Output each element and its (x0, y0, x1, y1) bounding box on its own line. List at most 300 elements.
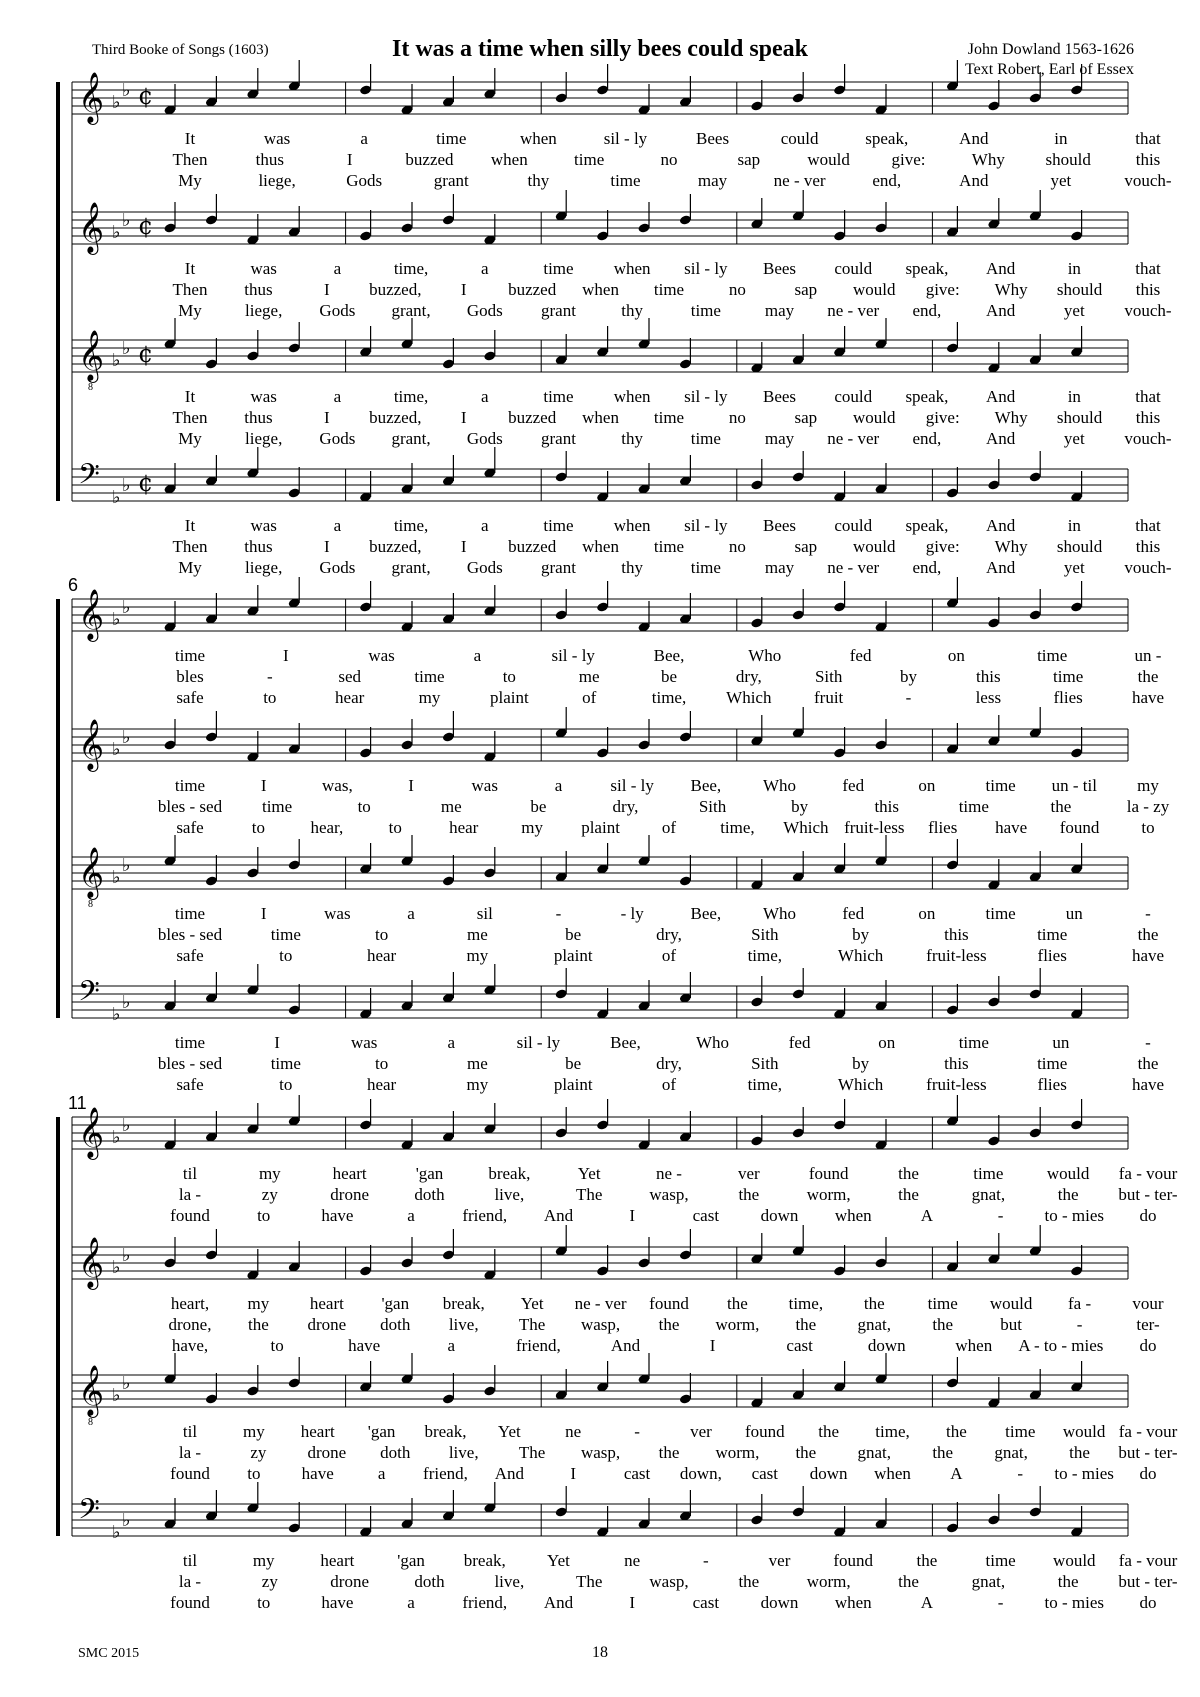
lyric-word: buzzed, (369, 280, 422, 299)
lyric-line (183, 1164, 1178, 1183)
lyric-word: this (1135, 537, 1161, 556)
lyric-word: vouch- (1124, 429, 1172, 448)
lyric-word: be (565, 1054, 582, 1073)
lyric-word: - (1145, 1033, 1151, 1052)
lyric-word: when (955, 1336, 993, 1355)
lyric-word: ne (624, 1551, 641, 1570)
lyric-word: my (1137, 776, 1159, 795)
lyric-word: dry, (656, 1054, 682, 1073)
lyric-word: was (263, 129, 291, 148)
lyric-word: flies (1037, 946, 1067, 965)
staff-2 (72, 1225, 1164, 1355)
lyric-word: the (1050, 797, 1072, 816)
lyric-word: un - (1134, 646, 1162, 665)
lyric-word: I (629, 1206, 635, 1225)
lyric-word: time (543, 259, 574, 278)
lyric-word: be (660, 667, 678, 686)
lyric-word: fed (849, 646, 872, 665)
lyric-word: time, (393, 516, 429, 535)
lyric-line (158, 925, 1159, 944)
lyric-word: gnat, (857, 1315, 892, 1334)
lyric-word: the (795, 1315, 817, 1334)
lyric-word: this (976, 667, 1001, 686)
lyric-word: Which (837, 1075, 884, 1094)
lyric-word: And (610, 1336, 641, 1355)
lyric-word: when (490, 150, 528, 169)
treble-clef-icon: 𝄞 (78, 1107, 105, 1158)
lyric-word: found (744, 1422, 785, 1441)
lyric-word: worm, (806, 1185, 851, 1204)
lyric-word: when (582, 408, 619, 427)
lyric-word: heart (332, 1164, 367, 1183)
lyric-line (178, 558, 1172, 577)
lyric-word: time, (393, 259, 429, 278)
lyric-word: should (1056, 408, 1103, 427)
lyric-word: the (932, 1315, 954, 1334)
lyric-word: time (174, 904, 206, 923)
lyric-word: plaint (553, 946, 593, 965)
lyric-word: a (407, 1206, 415, 1225)
lyric-word: wasp, (649, 1185, 689, 1204)
lyric-line (179, 1443, 1178, 1462)
lyric-word: I (570, 1464, 577, 1483)
lyric-word: And (985, 301, 1016, 320)
lyric-word: break, (442, 1294, 485, 1313)
lyric-word: Sith (814, 667, 843, 686)
lyric-word: thy (527, 171, 550, 190)
lyric-word: me (467, 1054, 488, 1073)
lyric-word: la - (178, 1443, 202, 1462)
flat-icon: ♭ (112, 92, 121, 113)
lyric-word: hear (335, 688, 365, 707)
lyric-word: - (905, 688, 912, 707)
lyric-word: Gods (319, 558, 356, 577)
lyric-word: grant, (391, 558, 431, 577)
lyric-word: may (764, 301, 795, 320)
lyric-line (170, 1206, 1156, 1225)
lyric-word: the (738, 1572, 760, 1591)
song-title: It was a time when silly bees could speak (391, 36, 809, 62)
lyric-word: bles (176, 667, 204, 686)
lyric-word: plaint (489, 688, 529, 707)
lyric-line (176, 688, 1164, 707)
lyric-word: sil - ly (603, 129, 648, 148)
lyric-word: may (764, 558, 795, 577)
lyric-word: in (1067, 516, 1081, 535)
lyric-word: that (1135, 516, 1161, 535)
treble-clef-icon: 𝄞 (78, 1237, 105, 1288)
lyric-word: gnat, (994, 1443, 1028, 1462)
lyric-word: this (1135, 280, 1161, 299)
lyric-word: And (985, 558, 1016, 577)
lyric-word: time, (875, 1422, 910, 1441)
lyric-word: drone (330, 1572, 370, 1591)
lyric-word: ver (768, 1551, 791, 1570)
lyric-word: worm, (715, 1315, 760, 1334)
lyric-word: no (728, 280, 746, 299)
lyric-word: would (989, 1294, 1033, 1313)
staff-3 (72, 318, 1172, 448)
lyric-word: til (182, 1164, 198, 1183)
lyric-word: time, (720, 818, 755, 837)
lyric-word: cast (786, 1336, 813, 1355)
lyric-word: time (1053, 667, 1084, 686)
system-3 (56, 1093, 1178, 1612)
flat-icon: ♭ (122, 1245, 131, 1266)
lyric-word: was (368, 646, 395, 665)
lyric-word: was (324, 904, 351, 923)
lyric-word: be (530, 797, 547, 816)
lyric-word: when (874, 1464, 911, 1483)
lyric-word: time, (651, 688, 687, 707)
lyric-word: bles - sed (157, 797, 223, 816)
lyric-word: a (407, 904, 415, 923)
lyric-word: by (900, 667, 917, 686)
lyric-word: would (1053, 1551, 1096, 1570)
lyric-word: Bees (696, 129, 730, 148)
lyric-word: time (690, 558, 721, 577)
lyric-word: but (1000, 1315, 1023, 1334)
lyric-word: would (853, 408, 896, 427)
lyric-word: And (985, 516, 1016, 535)
lyric-word: A (950, 1464, 963, 1483)
lyric-word: have (348, 1336, 381, 1355)
lyric-word: give: (925, 280, 960, 299)
lyric-word: thus (244, 537, 273, 556)
lyric-word: Who (748, 646, 782, 665)
lyric-word: Then (172, 280, 208, 299)
lyric-line (176, 818, 1154, 837)
lyric-word: the (727, 1294, 748, 1313)
lyric-word: a (377, 1464, 386, 1483)
flat-icon: ♭ (112, 222, 121, 243)
lyric-word: me (467, 925, 488, 944)
lyric-word: 'gan (381, 1294, 410, 1313)
lyric-line (173, 537, 1161, 556)
lyric-word: I (460, 408, 467, 427)
lyric-word: fruit (814, 688, 844, 707)
lyric-line (175, 776, 1159, 795)
treble-clef-icon: 𝄞 (78, 589, 105, 640)
lyric-word: time (985, 776, 1016, 795)
lyric-word: to - mies (1044, 1206, 1105, 1225)
lyric-word: was, (322, 776, 353, 795)
lyric-word: time (653, 537, 685, 556)
lyric-word: buzzed (508, 280, 557, 299)
lyric-word: flies (1037, 1075, 1067, 1094)
lyric-word: to (1141, 818, 1155, 837)
lyric-word: in (1067, 387, 1081, 406)
flat-icon: ♭ (112, 1004, 121, 1025)
lyric-word: I (324, 537, 330, 556)
lyric-word: un - til (1051, 776, 1097, 795)
lyric-word: grant (433, 171, 469, 190)
lyric-word: me (440, 797, 462, 816)
lyric-word: give: (925, 408, 960, 427)
lyric-word: la - zy (1126, 797, 1170, 816)
lyric-word: Then (172, 408, 208, 427)
lyric-word: have, (171, 1336, 209, 1355)
lyric-word: found (170, 1593, 210, 1612)
lyric-word: live, (448, 1315, 479, 1334)
lyric-word: cast (751, 1464, 779, 1483)
lyric-word: found (1059, 818, 1100, 837)
lyric-word: was (250, 259, 277, 278)
lyric-word: end, (872, 171, 902, 190)
lyric-word: have (321, 1206, 354, 1225)
lyric-word: drone (307, 1315, 347, 1334)
system-1 (56, 60, 1172, 577)
flat-icon: ♭ (112, 1257, 121, 1278)
lyric-word: ne - ver (773, 171, 826, 190)
lyric-word: - (1145, 904, 1151, 923)
lyric-word: time (436, 129, 467, 148)
lyric-word: bles - sed (157, 1054, 223, 1073)
lyric-word: sil - ly (551, 646, 595, 665)
lyric-word: vour (1132, 1294, 1164, 1313)
lyric-word: of (661, 818, 677, 837)
lyric-word: ne - ver (827, 301, 880, 320)
staff-2 (72, 190, 1172, 320)
lyric-word: time (985, 1551, 1016, 1570)
flat-icon: ♭ (112, 867, 121, 888)
lyric-line (178, 301, 1172, 320)
lyric-word: And (959, 129, 989, 148)
lyric-word: flies (928, 818, 958, 837)
lyric-word: time (653, 408, 685, 427)
time-signature-icon: ¢ (138, 82, 154, 110)
lyric-word: would (807, 150, 850, 169)
lyric-word: Sith (751, 1054, 779, 1073)
lyric-word: when (834, 1206, 872, 1225)
lyric-word: when (582, 280, 619, 299)
lyric-word: fruit-less (844, 818, 905, 837)
lyric-word: time (1005, 1422, 1036, 1441)
lyric-word: I (260, 904, 267, 923)
lyric-word: grant, (391, 301, 431, 320)
lyric-word: friend, (423, 1464, 468, 1483)
lyric-word: on (918, 776, 936, 795)
lyric-word: Gods (319, 429, 356, 448)
lyric-line (171, 1294, 1164, 1313)
treble-clef-icon: 𝄞 (78, 330, 105, 381)
lyric-word: the (738, 1185, 760, 1204)
lyric-word: sap (737, 150, 761, 169)
lyric-word: ver (737, 1164, 760, 1183)
lyric-word: vouch- (1124, 301, 1172, 320)
lyric-word: wasp, (580, 1443, 621, 1462)
lyric-word: cast (692, 1593, 720, 1612)
lyric-word: time (927, 1294, 958, 1313)
staff-1 (72, 1095, 1178, 1225)
lyric-word: wasp, (649, 1572, 689, 1591)
lyric-line (178, 171, 1172, 190)
lyric-word: I (460, 280, 467, 299)
lyric-word: found (833, 1551, 874, 1570)
lyric-word: was (250, 387, 277, 406)
lyric-word: down (760, 1206, 799, 1225)
lyric-word: time (1037, 646, 1068, 665)
lyric-word: in (1054, 129, 1068, 148)
lyric-word: Why (994, 280, 1028, 299)
text-credit: Text Robert, Earl of Essex (964, 61, 1134, 78)
flat-icon: ♭ (122, 210, 131, 231)
treble-clef-icon: 𝄞 (78, 202, 105, 253)
lyric-word: the (1057, 1185, 1079, 1204)
flat-icon: ♭ (122, 1373, 131, 1394)
lyric-word: fa - vour (1118, 1551, 1178, 1570)
lyric-word: Yet (577, 1164, 601, 1183)
lyric-line (175, 1033, 1151, 1052)
lyric-word: buzzed, (369, 537, 422, 556)
lyric-word: dry, (656, 925, 682, 944)
lyric-line (170, 1593, 1156, 1612)
lyric-word: when (519, 129, 557, 148)
lyric-word: ver (690, 1422, 712, 1441)
lyric-word: should (1045, 150, 1091, 169)
lyric-word: when (613, 387, 651, 406)
lyric-word: yet (1063, 558, 1085, 577)
lyric-word: end, (912, 558, 942, 577)
staff-3 (72, 1353, 1178, 1483)
lyric-word: It (184, 129, 196, 148)
lyric-word: friend, (462, 1593, 508, 1612)
lyric-word: time (690, 429, 721, 448)
lyric-word: I (408, 776, 414, 795)
lyric-word: a (480, 387, 489, 406)
lyric-word: time (261, 797, 293, 816)
lyric-word: I (460, 537, 467, 556)
flat-icon: ♭ (112, 1522, 121, 1543)
lyric-word: My (178, 301, 202, 320)
lyric-line (185, 516, 1161, 535)
lyric-word: time (574, 150, 605, 169)
system-2 (56, 575, 1170, 1094)
lyric-word: sap (794, 280, 818, 299)
lyric-word: in (1067, 259, 1081, 278)
lyric-word: Who (696, 1033, 730, 1052)
lyric-word: yet (1050, 171, 1072, 190)
lyric-word: hear (366, 1075, 397, 1094)
staff-4 (72, 1482, 1178, 1612)
lyric-word: bles - sed (157, 925, 223, 944)
lyric-line (176, 1075, 1164, 1094)
lyric-word: time (543, 516, 574, 535)
lyric-word: time (973, 1164, 1004, 1183)
lyric-word: ne - ver (827, 429, 880, 448)
lyric-line (170, 1464, 1156, 1483)
lyric-word: my (258, 1164, 281, 1183)
lyric-word: have (1131, 688, 1165, 707)
lyric-word: break, (488, 1164, 531, 1183)
lyric-word: this (1135, 150, 1161, 169)
system-bracket (56, 599, 60, 1018)
lyric-word: ne - ver (827, 558, 880, 577)
lyric-word: fed (842, 904, 865, 923)
lyric-line (169, 1315, 1160, 1334)
lyric-word: break, (424, 1422, 467, 1441)
lyric-word: this (874, 797, 900, 816)
lyric-word: do (1139, 1593, 1157, 1612)
lyric-word: ter- (1136, 1315, 1160, 1334)
lyric-word: heart, (170, 1294, 210, 1313)
lyric-word: 'gan (415, 1164, 444, 1183)
lyric-word: time (958, 797, 989, 816)
lyric-word: heart (309, 1294, 344, 1313)
lyric-word: Gods (466, 301, 503, 320)
lyric-word: of (582, 688, 597, 707)
lyric-word: to (502, 667, 516, 686)
lyric-line (176, 667, 1158, 686)
lyric-word: yet (1063, 301, 1085, 320)
lyric-word: buzzed (508, 537, 557, 556)
lyric-word: The (575, 1185, 603, 1204)
staff-4 (72, 964, 1164, 1094)
lyric-word: drone (330, 1185, 370, 1204)
bass-clef-icon: 𝄢 (78, 1493, 100, 1533)
lyric-word: was (250, 516, 277, 535)
lyric-word: the (932, 1443, 954, 1462)
lyric-word: hear, (310, 818, 344, 837)
lyric-word: found (170, 1206, 210, 1225)
lyric-word: could (834, 387, 873, 406)
lyric-word: down (809, 1464, 848, 1483)
lyric-word: gnat, (971, 1572, 1006, 1591)
lyric-word: a (473, 646, 482, 665)
lyric-word: the (863, 1294, 885, 1313)
octave-marker: 8 (88, 1417, 93, 1428)
lyric-word: thy (621, 429, 644, 448)
lyric-word: hear (366, 946, 397, 965)
lyric-word: thy (621, 301, 644, 320)
lyric-line (185, 387, 1161, 406)
staff-1 (72, 60, 1172, 190)
lyric-word: end, (912, 429, 942, 448)
lyric-word: buzzed (508, 408, 557, 427)
lyric-word: could (834, 516, 873, 535)
lyric-word: to (388, 818, 402, 837)
lyric-word: zy (261, 1185, 278, 1204)
lyric-word: have (1131, 1075, 1165, 1094)
lyric-word: til (182, 1422, 198, 1441)
lyric-word: dry, (735, 667, 762, 686)
lyric-word: Bee, (610, 1033, 641, 1052)
lyric-word: would (853, 537, 896, 556)
lyric-word: And (494, 1464, 524, 1483)
lyric-word: worm, (806, 1572, 851, 1591)
lyric-word: - (997, 1206, 1004, 1225)
lyric-word: Sith (698, 797, 727, 816)
lyric-word: sap (794, 408, 818, 427)
lyric-word: fa - vour (1118, 1422, 1178, 1441)
lyric-word: time (653, 280, 685, 299)
lyric-word: sed (338, 667, 362, 686)
lyric-word: my (252, 1551, 275, 1570)
lyric-word: when (613, 516, 651, 535)
lyric-word: doth (380, 1443, 411, 1462)
lyric-word: a (333, 259, 342, 278)
lyric-word: my (466, 946, 489, 965)
lyric-word: to (270, 1336, 284, 1355)
lyric-word: ne - (656, 1164, 682, 1183)
lyric-word: give: (925, 537, 960, 556)
lyric-word: to - mies (1054, 1464, 1114, 1483)
system-bracket (56, 1117, 60, 1536)
lyric-word: Bees (763, 516, 797, 535)
lyric-word: time (270, 925, 301, 944)
lyric-word: Gods (319, 301, 356, 320)
lyric-word: the (1069, 1443, 1090, 1462)
